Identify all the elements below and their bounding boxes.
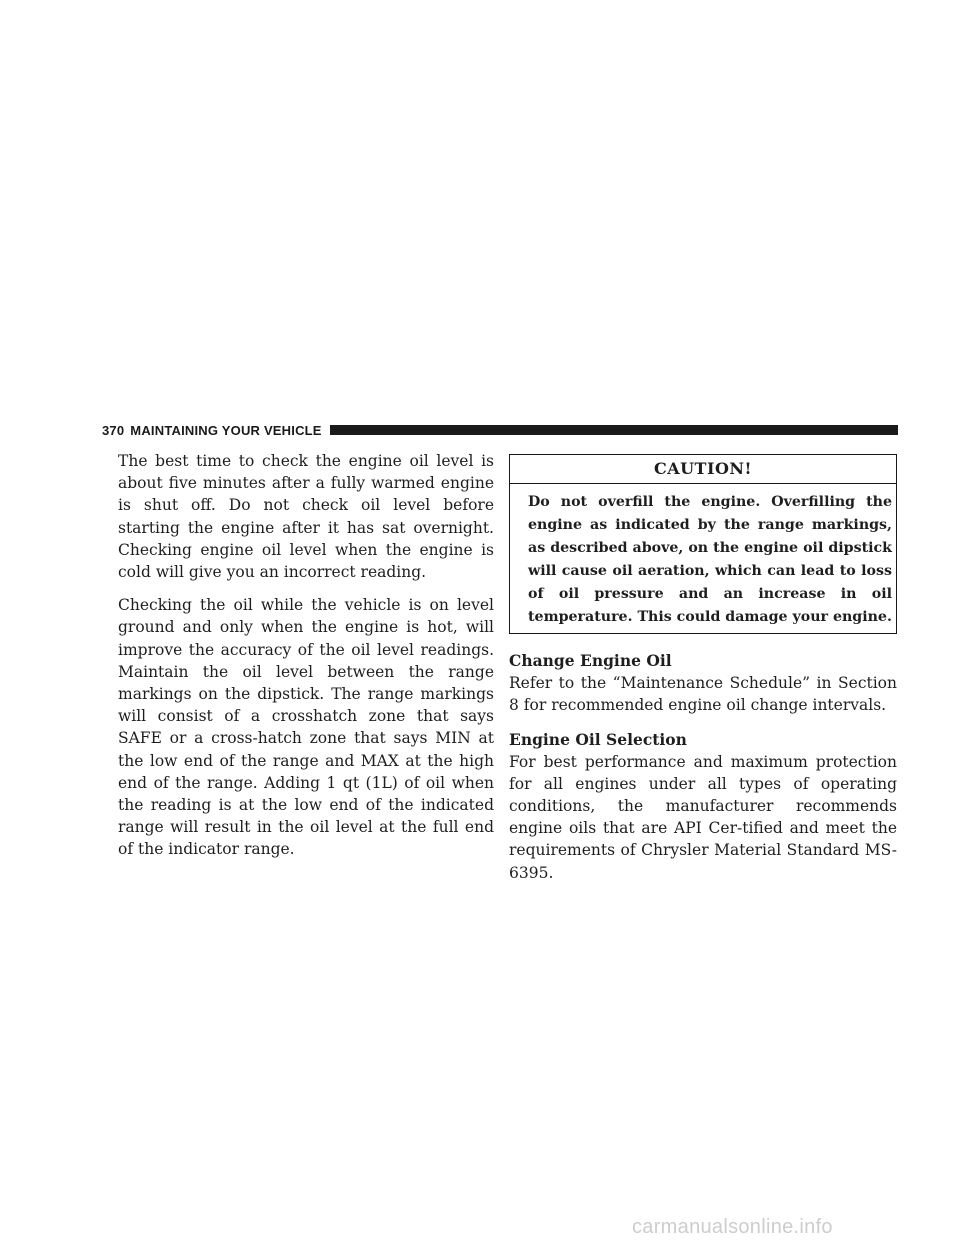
left-column: [118, 450, 494, 872]
page-header: [102, 421, 898, 439]
paragraph-change-engine-oil: Refer to the “Maintenance Schedule” in Section 8 for recommended engine oil change intervals.: [509, 674, 897, 715]
caution-text: Do not overfill the engine. Overfilling the engine as indicated by the range markings, as described above, on the engine oil dipstick will cause oil aeration, which can lead to loss of oil pressure and an increase in oil temperature. This could damage your engine.: [528, 494, 892, 626]
heading-change-engine-oil: Change Engine Oil: [509, 651, 672, 671]
section-title: MAINTAINING YOUR VEHICLE: [130, 422, 322, 438]
paragraph-oil-check-accuracy: Checking the oil while the vehicle is on level ground and only when the engine is hot, will improve the accuracy of the oil level readings. Maintain the oil level between the range markings on the dipstick. The range markings will consist of a crosshatch zone that says SAFE or a cross-hatch zone that says MIN at the low end of the range and MAX at the high end of the range. Adding 1 qt (1L) of oil when the reading is at the low end of the indicated range will result in the oil level at the full end of the indicator range.: [118, 596, 494, 859]
caution-title: CAUTION!: [510, 455, 896, 484]
paragraph-oil-check-timing: The best time to check the engine oil level is about five minutes after a fully warmed engine is shut off. Do not check oil level before starting the engine after it has sat overnight. Checking engine oil level when the engine is cold will give you an incorrect reading.: [118, 452, 494, 582]
right-column: [509, 450, 897, 896]
page-number: 370: [102, 422, 125, 438]
header-rule: [330, 425, 898, 435]
paragraph-engine-oil-selection: For best performance and maximum protection for all engines under all types of operating conditions, the manufacturer recommends engine oils that are API Cer-tified and meet the requirements of Chrysler Material Standard MS-6395.: [509, 752, 897, 882]
caution-box: [509, 454, 897, 634]
heading-engine-oil-selection: Engine Oil Selection: [509, 729, 687, 749]
watermark: carmanualsonline.info: [632, 1216, 833, 1238]
